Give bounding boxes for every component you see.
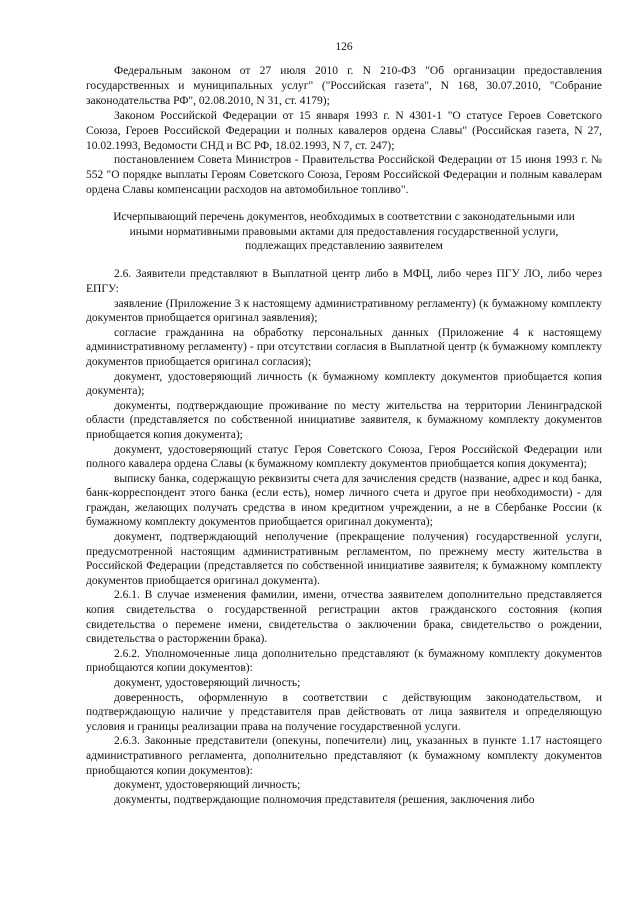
section-heading-line-3: подлежащих представлению заявителем (245, 239, 443, 252)
list-item-hero-status-document: документ, удостоверяющий статус Героя Советского Союза, Героя Российской Федерации или полного кавалера ордена Славы (к бумажному комплекту документов приобщается копия документа); (86, 443, 602, 471)
resolution-552: постановлением Совета Министров - Правительства Российской Федерации от 15 июня 1993 г. № 552 "О порядке выплаты Героям Советского Союза, Героям Российской Федерации и полным кавалерам ордена Славы компенсации расходов на автомобильное топливо". (86, 154, 602, 197)
section-heading-line-2: иными нормативными правовыми актами для предоставления государственной услуги, (129, 225, 559, 238)
documents-list (86, 267, 602, 807)
list-item-bank-statement: выписку банка, содержащую реквизиты счета для зачисления средств (название, адрес и код банка, банк-корреспондент этого банка (если есть), номер личного счета и другое при необходимости) - для граждан, желающих получать средства в ином кредитном учреждении, а не в Сбербанке России (к бумажному комплекту документов приобщается оригинал документа); (86, 472, 602, 529)
legal-basis-list (86, 64, 602, 198)
list-item-consent: согласие гражданина на обработку персональных данных (Приложение 4 к настоящему административному регламенту) - при отсутствии согласия в Выплатной центр (к бумажному комплекту документов приобщается оригинал согласия); (86, 326, 602, 368)
list-item-power-of-attorney: доверенность, оформленную в соответствии с действующим законодательством, и подтверждающую наличие у представителя прав действовать от лица заявителя и определяющую условия и границы реализации права на получение государственной услуги. (86, 691, 602, 733)
list-item-residence-document: документы, подтверждающие проживание по месту жительства на территории Ленинградской области (представляется по собственной инициативе заявителя, к бумажному комплекту документов приобщается копия документа); (86, 399, 602, 441)
list-item-non-receipt-document: документ, подтверждающий неполучение (прекращение получения) государственной услуги, предусмотренной настоящим административным регламентом, по прежнему месту жительства в Российской Федерации (представляется по собственной инициативе заявителя; к бумажному комплекту документов приобщается оригинал документа). (86, 531, 602, 587)
clause-2-6-2: 2.6.2. Уполномоченные лица дополнительно представляют (к бумажному комплекту документов приобщаются копии документов): (86, 647, 602, 675)
list-item-identity-document-2: документ, удостоверяющий личность; (114, 677, 301, 689)
list-item-application: заявление (Приложение 3 к настоящему административному регламенту) (к бумажному комплекту документов приобщается оригинал заявления); (86, 297, 602, 325)
section-heading-line-1: Исчерпывающий перечень документов, необходимых в соответствии с законодательными или (113, 211, 575, 224)
clause-2-6-1: 2.6.1. В случае изменения фамилии, имени, отчества заявителем дополнительно представляется копия свидетельства о государственной регистрации актов гражданского состояния (копия свидетельства о перемене имени, свидетельства о заключении брака, свидетельство о рождении, свидетельства о расторжении брака). (86, 589, 602, 646)
law-4301-1: Законом Российской Федерации от 15 января 1993 г. N 4301-1 "О статусе Героев Советского Союза, Героев Российской Федерации и полных кавалеров ордена Славы" (Российская газета, N 27, 10.02.1993, Ведомости СНД и ВС РФ, 18.02.1993, N 7, ст. 247); (86, 109, 602, 152)
clause-2-6: 2.6. Заявители представляют в Выплатной центр либо в МФЦ, либо через ПГУ ЛО, либо через ЕПГУ: (86, 268, 602, 295)
list-item-identity-document: документ, удостоверяющий личность (к бумажному комплекту документов приобщается копия документа); (86, 370, 602, 398)
clause-2-6-3: 2.6.3. Законные представители (опекуны, попечители) лиц, указанных в пункте 1.17 настоящего административного регламента, дополнительно представляют (к бумажному комплекту документов приобщаются копии документов): (86, 735, 602, 777)
section-heading (86, 210, 602, 253)
page-number: 126 (335, 41, 353, 53)
list-item-identity-document-3: документ, удостоверяющий личность; (114, 779, 301, 792)
list-item-authority-documents: документы, подтверждающие полномочия представителя (решения, заключения либо (114, 793, 535, 806)
law-210-fz: Федеральным законом от 27 июля 2010 г. N 210-ФЗ "Об организации предоставления государственных и муниципальных услуг" ("Российская газета", N 168, 30.07.2010, "Собрание законодательства РФ", 02.08.2010, N 31, ст. 4179); (86, 65, 602, 107)
